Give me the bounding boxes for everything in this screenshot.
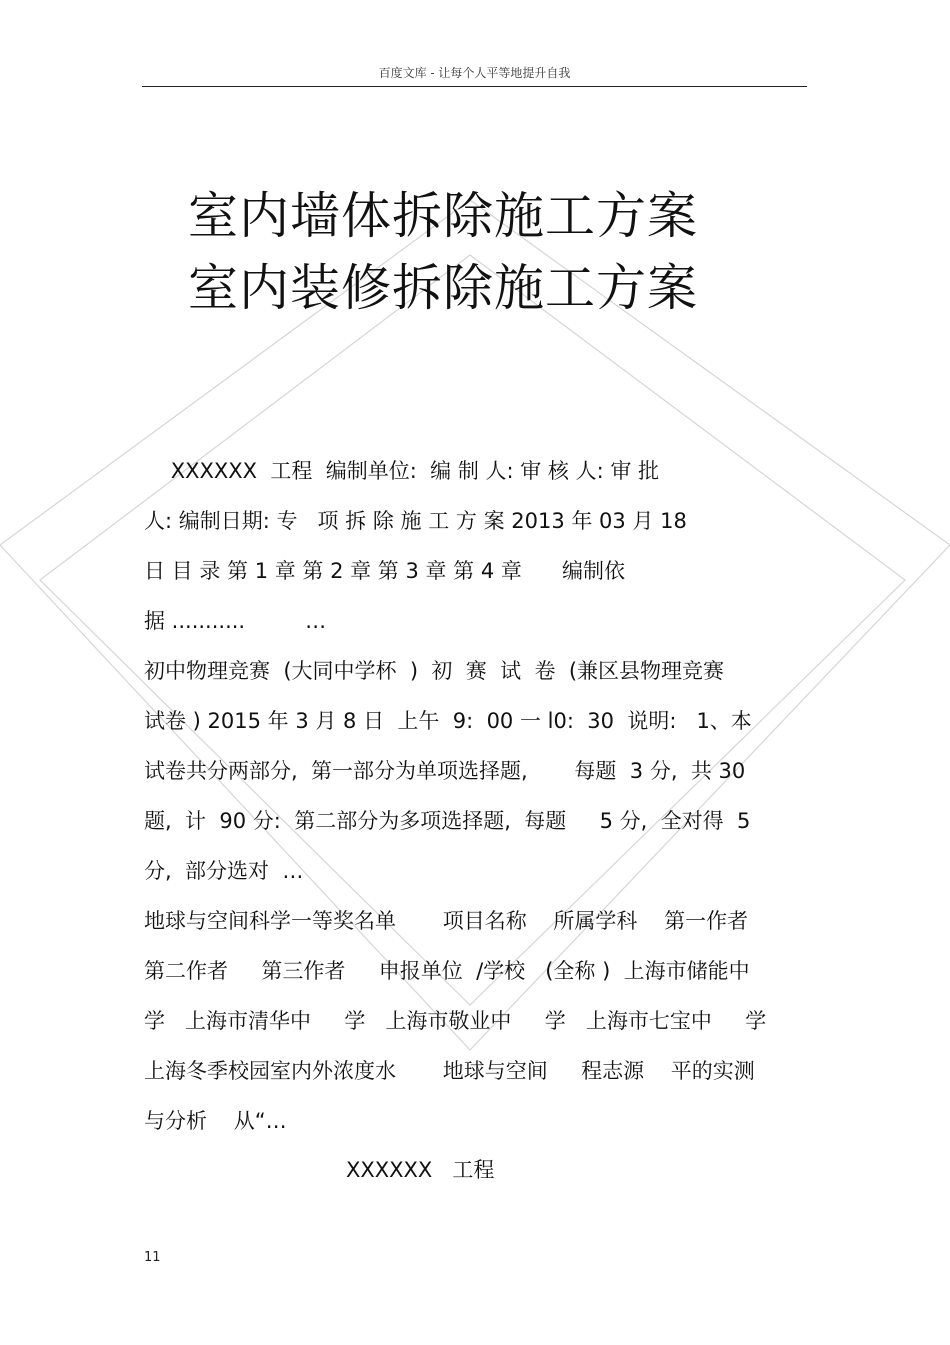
body-text <box>144 446 808 1146</box>
project-name-footer: XXXXXX 工程 <box>346 1158 495 1182</box>
body-line: XXXXXX 工程 编制单位: 编 制 人: 审 核 人: 审 批 <box>144 459 660 483</box>
body-line: 据 ........... … <box>144 609 327 633</box>
body-line: 初中物理竞赛 (大同中学杯 ) 初 赛 试 卷 (兼区县物理竞赛 <box>144 659 725 683</box>
body-line: 试卷共分两部分, 第一部分为单项选择题, 每题 3 分, 共 30 <box>144 759 746 783</box>
body-line: 日 目 录 第 1 章 第 2 章 第 3 章 第 4 章 编制依 <box>144 559 625 583</box>
body-line: 人: 编制日期: 专 项 拆 除 施 工 方 案 2013 年 03 月 18 <box>144 509 687 533</box>
page-header: 百度文库 - 让每个人平等地提升自我 <box>142 62 807 87</box>
body-line: 上海冬季校园室内外浓度水 地球与空间 程志源 平的实测 <box>144 1059 755 1083</box>
document-title-1: 室内墙体拆除施工方案 <box>188 187 698 245</box>
body-line: 试卷 ) 2015 年 3 月 8 日 上午 9: 00 一 l0: 30 说明: 1、本 <box>144 709 752 733</box>
page-number: 11 <box>144 1250 161 1265</box>
body-line: 第二作者 第三作者 申报单位 /学校 (全称 ) 上海市储能中 <box>144 959 750 983</box>
body-line: 地球与空间科学一等奖名单 项目名称 所属学科 第一作者 <box>144 909 749 933</box>
body-line: 与分析 从“… <box>144 1109 287 1133</box>
body-line: 题, 计 90 分: 第二部分为多项选择题, 每题 5 分, 全对得 5 <box>144 809 751 833</box>
body-line: 学 上海市清华中 学 上海市敬业中 学 上海市七宝中 学 <box>144 1009 767 1033</box>
body-line: 分, 部分选对 … <box>144 859 304 883</box>
document-title-2: 室内装修拆除施工方案 <box>188 259 698 317</box>
